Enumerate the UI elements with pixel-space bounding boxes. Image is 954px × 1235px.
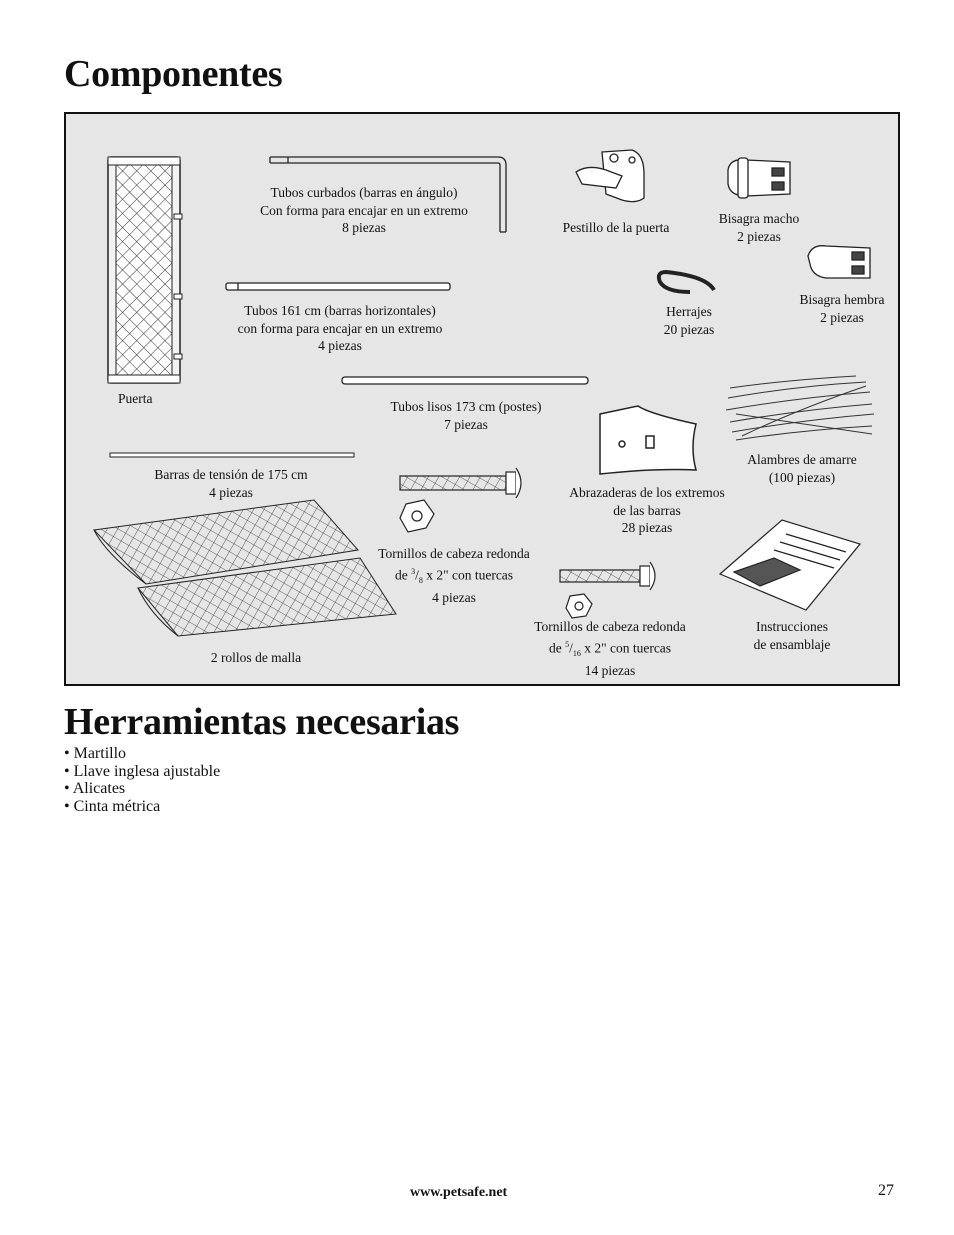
footer-url: www.petsafe.net	[410, 1185, 508, 1200]
hardware-hook-illustration	[659, 272, 714, 292]
mesh-rolls-illustration	[94, 500, 396, 636]
tool-item: • Cinta métrica	[64, 797, 161, 815]
page-number: 27	[878, 1182, 894, 1199]
tools-list	[64, 745, 220, 815]
tie-wires-illustration	[726, 376, 874, 440]
male-hinge-illustration	[728, 158, 790, 198]
caption-latch: Pestillo de la puerta	[562, 220, 670, 235]
rail-tube-illustration	[226, 283, 450, 290]
caption-plain-tubes: Tubos lisos 173 cm (postes) 7 piezas	[390, 399, 542, 432]
tool-item: • Llave inglesa ajustable	[64, 762, 221, 780]
caption-male-hinge: Bisagra macho 2 piezas	[718, 211, 800, 244]
female-hinge-illustration	[808, 246, 870, 278]
caption-rail-tubes: Tubos 161 cm (barras horizontales) con forma para encajar en un extremo 4 piezas	[237, 303, 443, 353]
caption-hardware: Herrajes 20 piezas	[663, 304, 715, 337]
plain-tube-illustration	[342, 377, 588, 384]
page-title-herramientas: Herramientas necesarias	[64, 701, 460, 743]
caption-instructions: Instrucciones de ensamblaje	[753, 619, 831, 652]
components-panel	[64, 112, 900, 686]
end-clamp-illustration	[600, 406, 696, 474]
tool-item: • Alicates	[64, 780, 126, 797]
tension-bar-illustration	[110, 453, 354, 457]
bolt-large-illustration	[560, 562, 655, 618]
bolt-small-illustration	[400, 468, 521, 532]
caption-female-hinge: Bisagra hembra 2 piezas	[799, 292, 885, 325]
caption-bent-tubes: Tubos curbados (barras en ángulo) Con forma para encajar en un extremo 8 piezas	[260, 185, 468, 235]
caption-mesh: 2 rollos de malla	[210, 650, 302, 665]
gate-illustration	[108, 157, 182, 383]
page-title-componentes: Componentes	[64, 53, 283, 95]
caption-tension-bars: Barras de tensión de 175 cm 4 piezas	[154, 467, 308, 500]
caption-bolts-small: Tornillos de cabeza redonda de $^3/_8$ x 2" con tuercas 4 piezas	[378, 546, 530, 606]
caption-bolts-large: Tornillos de cabeza redonda de $^5/_{16}$ x 2" con tuercas 14 piezas	[534, 619, 686, 679]
caption-gate: Puerta	[118, 391, 153, 406]
latch-illustration	[576, 150, 644, 202]
caption-end-clamps: Abrazaderas de los extremos de las barras 28 piezas	[569, 485, 725, 535]
tool-item: • Martillo	[64, 745, 127, 762]
caption-tie-wires: Alambres de amarre (100 piezas)	[747, 452, 857, 485]
